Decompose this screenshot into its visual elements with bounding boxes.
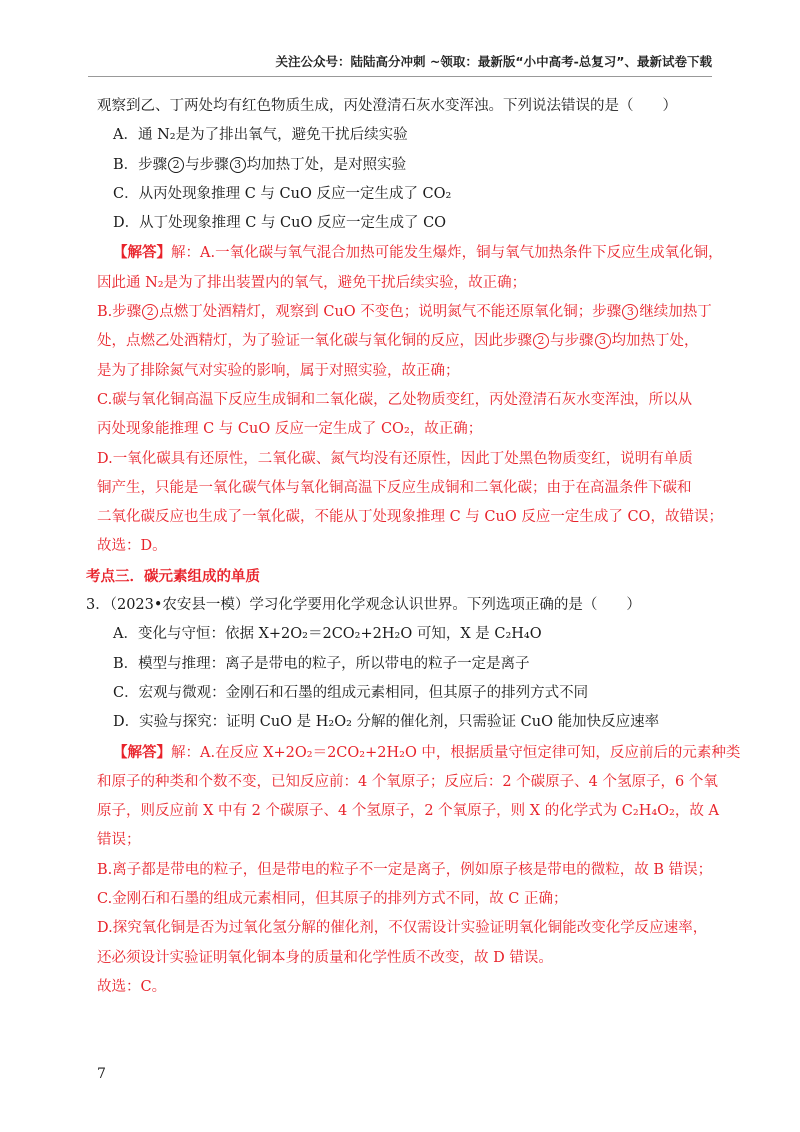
page-number: 7 [97,1066,106,1082]
q2-option-b-pre: B．步骤 [113,156,168,173]
circled-3-icon: 3 [230,157,246,173]
q3-option-b: B．模型与推理：离子是带电的粒子，所以带电的粒子一定是离子 [113,655,530,672]
q2-intro: 观察到乙、丁两处均有红色物质生成，丙处澄清石灰水变浑浊。下列说法错误的是（ ） [97,98,677,114]
q2-option-b [97,151,719,180]
q2-option-d: D．从丁处现象推理 C 与 CuO 反应一定生成了 CO [113,215,447,232]
q3-answer-line2: 和原子的种类和个数不变，已知反应前：4 个氧原子；反应后：2 个碳原子、4 个氢原子，6 个氧 [97,773,718,790]
page-content [86,92,741,1002]
q3-answer-line4: 错误； [97,832,141,849]
q2-d-line1: D.一氧化碳具有还原性，二氧化碳、氮气均没有还原性，因此丁处黑色物质变红，说明有单质 [97,450,693,467]
q3-option-d: D．实验与探究：证明 CuO 是 H₂O₂ 分解的催化剂，只需验证 CuO 能加快反应速率 [113,714,660,731]
page-header: 关注公众号：陆陆高分冲刺 ~领取：最新版“小中高考-总复习”、最新试卷下载 [275,54,712,69]
q3-option-a: A．变化与守恒：依据 X+2O₂＝2CO₂+2H₂O 可知，X 是 C₂H₄O [113,626,542,643]
q3-c-line: C.金刚石和石墨的组成元素相同，但其原子的排列方式不同，故 C 正确； [97,891,568,908]
q2-c-line2: 丙处现象能推理 C 与 CuO 反应一定生成了 CO₂，故正确； [97,421,483,438]
q3-d-line1: D.探究氧化铜是否为过氧化氢分解的催化剂，不仅需设计实验证明氧化铜能改变化学反应速率， [97,920,708,937]
circled-2-icon: 2 [168,157,184,173]
q2-d-line2: 铜产生，只能是一氧化碳气体与氧化铜高温下反应生成铜和二氧化碳；由于在高温条件下碳和 [97,479,692,496]
q3-choice: 故选：C。 [97,978,167,995]
section-3-title: 考点三．碳元素组成的单质 [86,567,260,585]
q2-option-a: A．通 N₂是为了排出氧气，避免干扰后续实验 [113,127,408,144]
q3-answer-tag: 【解答】 [113,743,171,761]
q2-c-line1: C.碳与氧化铜高温下反应生成铜和二氧化碳，乙处物质变红，丙处澄清石灰水变浑浊，所以从 [97,391,693,408]
q2-answer-line2: 因此通 N₂是为了排出装置内的氧气，避免干扰后续实验，故正确； [97,274,527,291]
q2-answer-tag: 【解答】 [113,244,171,262]
q3-answer-line3: 原子，则反应前 X 中有 2 个碳原子、4 个氢原子，2 个氧原子，则 X 的化学式为 C₂H₄O₂，故 A [97,803,719,820]
circled-2-icon: 2 [142,304,158,320]
circled-2-icon: 2 [533,333,549,349]
q2-option-b-post: 均加热丁处，是对照实验 [246,156,407,173]
q3-b-line: B.离子都是带电的粒子，但是带电的粒子不一定是离子，例如原子核是带电的微粒，故 B 错误； [97,861,713,878]
q2-d-line3: 二氧化碳反应也生成了一氧化碳，不能从丁处现象推理 C 与 CuO 反应一定生成了 CO，故错误； [97,509,723,526]
q2-choice: 故选：D。 [97,538,167,555]
q2-b-line1: B.步骤 2 点燃丁处酒精灯，观察到 CuO 不变色；说明氮气不能还原氧化铜；步骤 3 继续加热丁 [97,304,712,321]
q3-answer-line1: 【解答】解：A.在反应 X+2O₂＝2CO₂+2H₂O 中，根据质量守恒定律可知，反应前后的元素种类 [113,743,741,761]
q2-answer-line1: 【解答】解：A.一氧化碳与氧气混合加热可能发生爆炸，铜与氧气加热条件下反应生成氧化铜， [113,244,723,262]
circled-3-icon: 3 [595,333,611,349]
q2-option-c: C．从丙处现象推理 C 与 CuO 反应一定生成了 CO₂ [113,185,452,202]
q3-stem: 3．（2023•农安县一模）学习化学要用化学观念认识世界。下列选项正确的是（ ） [86,597,641,614]
q2-option-b-mid: 与步骤 [185,156,229,173]
header-rule [88,76,712,77]
q2-b-line2: 处，点燃乙处酒精灯，为了验证一氧化碳与氧化铜的反应，因此步骤 2 与步骤 3 均加热丁处， [97,333,699,350]
q2-b-line3: 是为了排除氮气对实验的影响，属于对照实验，故正确； [97,362,460,379]
circled-3-icon: 3 [622,304,638,320]
q3-option-c: C．宏观与微观：金刚石和石墨的组成元素相同，但其原子的排列方式不同 [113,684,589,701]
q3-d-line2: 还必须设计实验证明氧化铜本身的质量和化学性质不改变，故 D 错误。 [97,949,553,966]
